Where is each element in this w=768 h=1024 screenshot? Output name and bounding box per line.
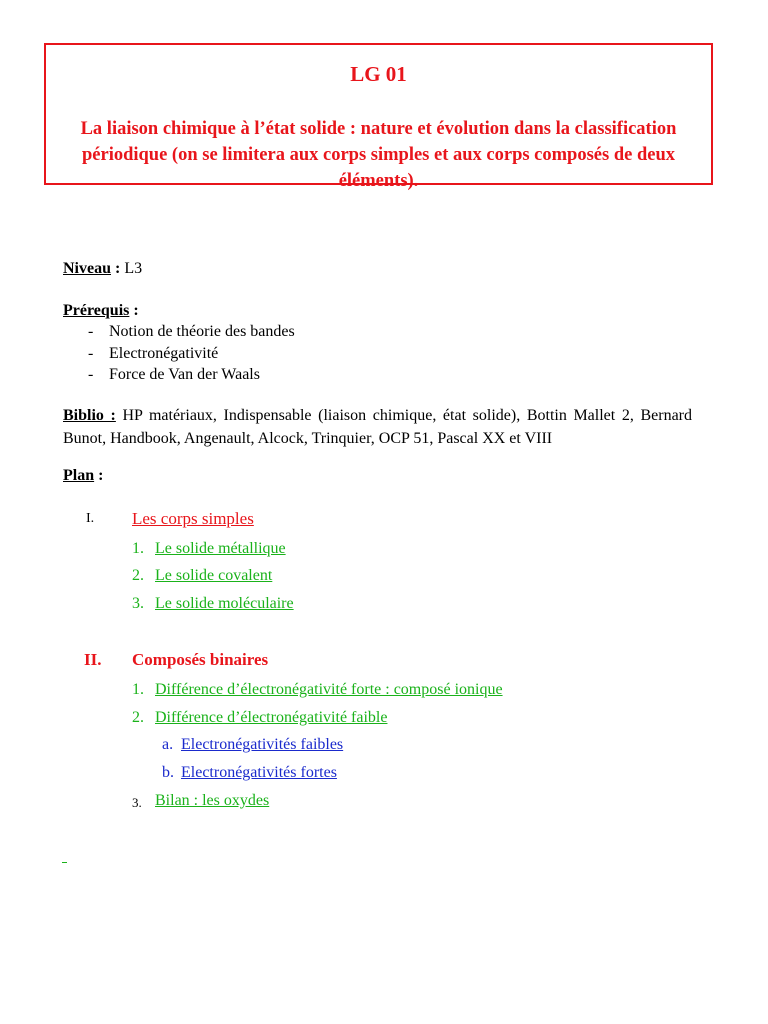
subsection-title-bilan-oxydes: Bilan : les oxydes: [155, 792, 270, 809]
prerequis-item: Notion de théorie des bandes: [109, 323, 295, 340]
niveau-line: [63, 259, 142, 279]
plan-label: Plan: [63, 467, 95, 484]
subsection-number: 1.: [132, 540, 144, 557]
section-title-composes-binaires: Composés binaires: [132, 650, 269, 669]
biblio-label: Biblio :: [63, 407, 116, 424]
subsection-title-difference-forte: Différence d’électronégativité forte : composé ionique: [155, 681, 503, 698]
section-title-corps-simples: Les corps simples: [132, 509, 254, 528]
plan-separator: :: [94, 467, 104, 484]
plan-label-group: [63, 467, 103, 484]
subsubsection-number: b.: [162, 764, 174, 781]
prerequis-item: Force de Van der Waals: [109, 366, 260, 383]
prerequis-item: Electronégativité: [109, 345, 219, 362]
prerequis-separator: :: [129, 302, 139, 319]
section-number: II.: [84, 650, 102, 669]
prerequis-label: Prérequis: [63, 302, 130, 319]
title-box: [44, 43, 713, 191]
document-code: LG 01: [350, 62, 407, 86]
bullet-dash: -: [88, 366, 94, 383]
biblio-text: HP matériaux, Indispensable (liaison chimique, état solide), Bottin Mallet 2, Bernard Bunot, Handbook, Angenault, Alcock, Trinquier, OCP 51, Pascal XX et VIII: [63, 407, 693, 447]
subsubsection-title-fortes: Electronégativités fortes: [181, 764, 337, 781]
subsection-title-solide-metallique: Le solide métallique: [155, 540, 286, 557]
subsection-title-solide-moleculaire: Le solide moléculaire: [155, 595, 294, 612]
subsection-title-solide-covalent: Le solide covalent: [155, 567, 273, 584]
bullet-dash: -: [88, 345, 94, 362]
subsection-number: 1.: [132, 681, 144, 698]
subsubsection-number: a.: [162, 736, 174, 753]
document-title: La liaison chimique à l’état solide : nature et évolution dans la classification périodique (on se limitera aux corps simples et aux corps composés de deux éléments).: [80, 119, 677, 191]
subsubsection-title-faibles: Electronégativités faibles: [181, 736, 344, 753]
niveau-label: Niveau: [63, 260, 111, 277]
bullet-dash: -: [88, 323, 94, 340]
subsection-number: 3.: [132, 795, 142, 810]
biblio-paragraph: [63, 404, 692, 450]
niveau-label-group: [63, 260, 120, 277]
subsection-number: 2.: [132, 709, 144, 726]
plan-heading: [63, 466, 103, 486]
prerequis-heading: [63, 301, 139, 321]
subsection-number: 3.: [132, 595, 144, 612]
niveau-separator: :: [111, 260, 121, 277]
section-number: I.: [86, 511, 95, 526]
niveau-value: L3: [120, 260, 143, 277]
subsection-title-difference-faible: Différence d’électronégativité faible: [155, 709, 388, 726]
prerequis-label-group: [63, 302, 139, 319]
stray-underline-mark: [62, 862, 67, 863]
subsection-number: 2.: [132, 567, 144, 584]
